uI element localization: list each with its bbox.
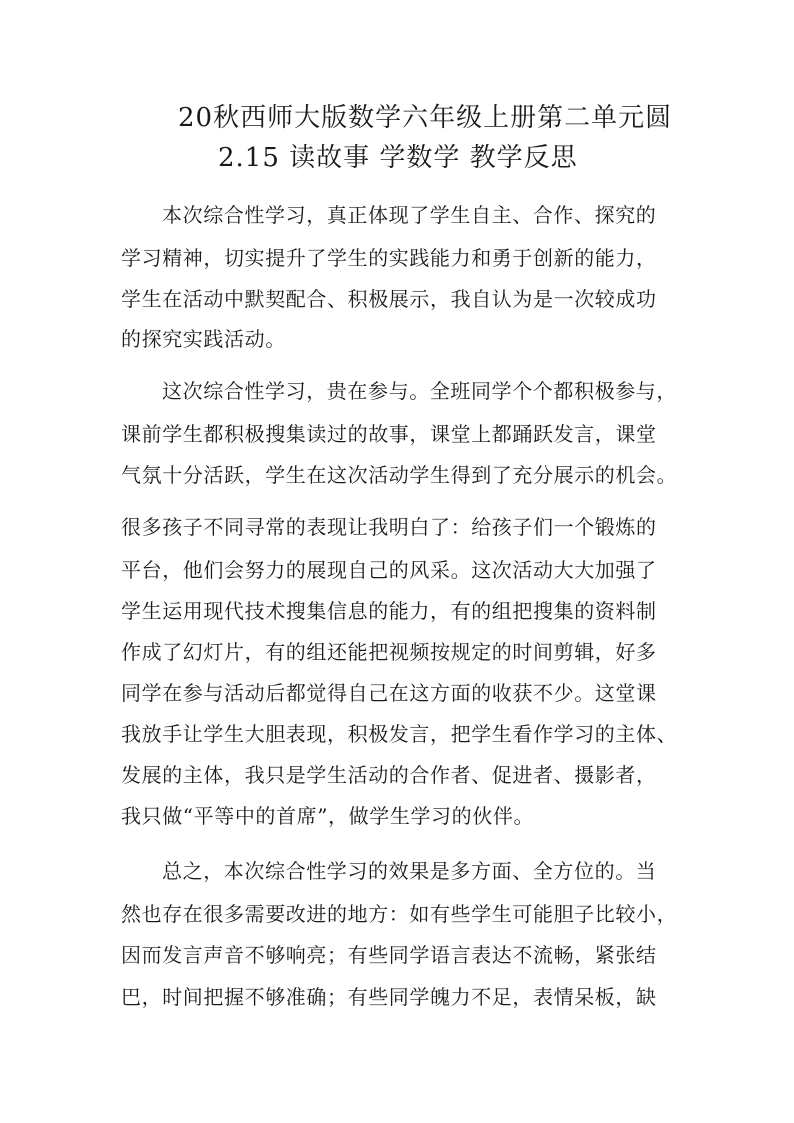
paragraph-2-line-3: 气氛十分活跃，学生在这次活动学生得到了充分展示的机会。 (121, 463, 678, 487)
paragraph-3-line-7: 发展的主体，我只是学生活动的合作者、促进者、摄影者， (121, 763, 657, 787)
paragraph-4-line-2: 然也存在很多需要改进的地方：如有些学生可能胆子比较小， (121, 902, 678, 926)
paragraph-3-line-2: 平台，他们会努力的展现自己的风采。这次活动大大加强了 (121, 558, 657, 582)
paragraph-1-line-2: 学习精神，切实提升了学生的实践能力和勇于创新的能力， (121, 246, 657, 270)
paragraph-3-line-4: 作成了幻灯片，有的组还能把视频按规定的时间剪辑，好多 (121, 640, 657, 664)
paragraph-1-line-3: 学生在活动中默契配合、积极展示，我自认为是一次较成功 (121, 287, 657, 311)
paragraph-3-line-1: 很多孩子不同寻常的表现让我明白了：给孩子们一个锻炼的 (121, 515, 657, 539)
paragraph-3-line-8: 我只做“平等中的首席”，做学生学习的伙伴。 (121, 804, 535, 828)
paragraph-3-line-6: 我放手让学生大胆表现，积极发言，把学生看作学习的主体、 (121, 722, 678, 746)
paragraph-2-line-1: 这次综合性学习，贵在参与。全班同学个个都积极参与， (162, 379, 677, 403)
paragraph-4-line-1: 总之，本次综合性学习的效果是多方面、全方位的。当 (162, 859, 657, 883)
paragraph-4-line-3: 因而发言声音不够响亮；有些同学语言表达不流畅，紧张结 (121, 943, 657, 967)
document-title-line-2: 2.15 读故事 学数学 教学反思 (218, 143, 578, 173)
document-title-line-1: 20秋西师大版数学六年级上册第二单元圆 (178, 103, 673, 133)
paragraph-3-line-3: 学生运用现代技术搜集信息的能力，有的组把搜集的资料制 (121, 599, 657, 623)
paragraph-1-line-1: 本次综合性学习，真正体现了学生自主、合作、探究的 (162, 203, 657, 227)
paragraph-4-line-4: 巴，时间把握不够准确；有些同学魄力不足，表情呆板，缺 (121, 985, 657, 1009)
paragraph-3-line-5: 同学在参与活动后都觉得自己在这方面的收获不少。这堂课 (121, 681, 657, 705)
paragraph-1-line-4: 的探究实践活动。 (121, 327, 286, 351)
paragraph-2-line-2: 课前学生都积极搜集读过的故事，课堂上都踊跃发言，课堂 (121, 422, 657, 446)
